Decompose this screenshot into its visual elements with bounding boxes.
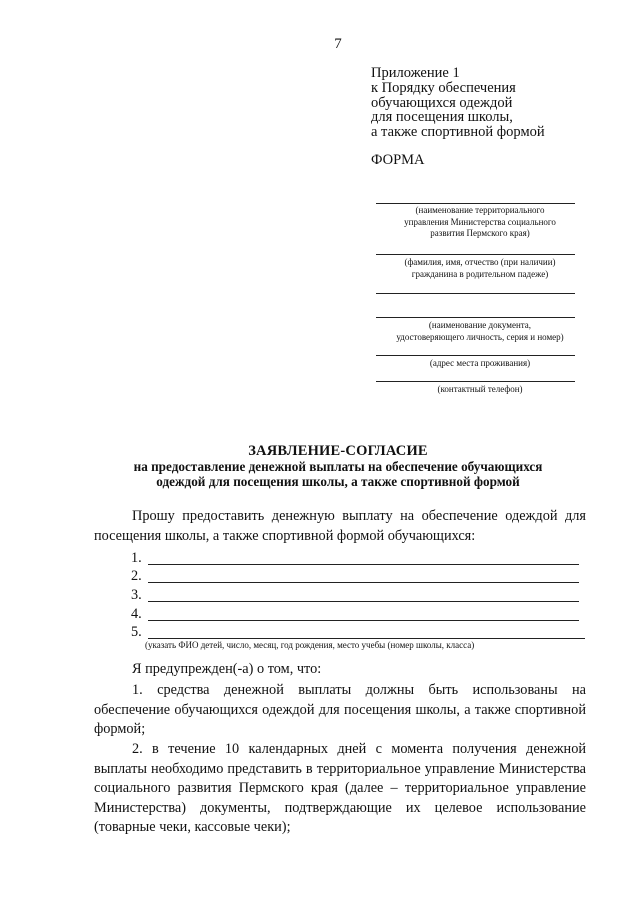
appendix-line: а также спортивной формой bbox=[371, 124, 545, 141]
full-name-caption: (фамилия, имя, отчество (при наличии) гражданина в родительном падеже) bbox=[404, 257, 556, 279]
phone-caption: (контактный телефон) bbox=[437, 384, 523, 394]
address-caption: (адрес места проживания) bbox=[429, 358, 531, 368]
appendix-line: Приложение 1 bbox=[371, 65, 460, 81]
appendix-header bbox=[371, 66, 545, 140]
id-document-line[interactable] bbox=[376, 317, 575, 318]
request-paragraph: Прошу предоставить денежную выплату на обеспечение одеждой для посещения школы, а также спортивной формой обучающихся: bbox=[94, 508, 586, 544]
children-caption: (указать ФИО детей, число, месяц, год рождения, место учебы (номер школы, класса) bbox=[145, 640, 475, 650]
full-name-line[interactable] bbox=[376, 254, 575, 255]
warning-item-2: 2. в течение 10 календарных дней с момента получения денежной выплаты необходимо представить в территориальное управление Министерства социального развития Пермского края (далее – территориальное управление Министерства) документы, подтверждающие их целевое использование (товарные чеки, кассовые чеки); bbox=[94, 741, 586, 835]
child-line-5[interactable] bbox=[148, 638, 585, 639]
child-number: 5. bbox=[131, 624, 142, 640]
child-line-1[interactable] bbox=[148, 564, 579, 565]
warning-item-1: 1. средства денежной выплаты должны быть использованы на обеспечение обучающихся одеждой для посещения школы, а также спортивной формой; bbox=[94, 682, 586, 737]
appendix-line: обучающихся одеждой bbox=[371, 94, 513, 111]
address-line[interactable] bbox=[376, 355, 575, 356]
child-number: 1. bbox=[131, 550, 142, 566]
form-label: ФОРМА bbox=[371, 152, 425, 168]
page-number: 7 bbox=[334, 36, 342, 52]
id-document-caption: (наименование документа, удостоверяющего личность, серия и номер) bbox=[396, 320, 564, 342]
child-line-2[interactable] bbox=[148, 582, 579, 583]
full-name-extra-line[interactable] bbox=[376, 293, 575, 294]
territorial-office-caption: (наименование территориального управления Министерства социального развития Пермского края) bbox=[404, 205, 556, 238]
child-line-3[interactable] bbox=[148, 601, 579, 602]
appendix-line: к Порядку обеспечения bbox=[371, 79, 516, 96]
child-number: 4. bbox=[131, 606, 142, 622]
child-number: 3. bbox=[131, 587, 142, 603]
appendix-line: для посещения школы, bbox=[371, 109, 513, 126]
child-number: 2. bbox=[131, 568, 142, 584]
document-title: ЗАЯВЛЕНИЕ-СОГЛАСИЕ bbox=[248, 443, 428, 459]
warning-intro: Я предупрежден(-а) о том, что: bbox=[132, 661, 322, 677]
document-subtitle: на предоставление денежной выплаты на обеспечение обучающихся одеждой для посещения школы, а также спортивной формой bbox=[133, 459, 543, 489]
child-line-4[interactable] bbox=[148, 620, 579, 621]
phone-line[interactable] bbox=[376, 381, 575, 382]
territorial-office-line[interactable] bbox=[376, 203, 575, 204]
